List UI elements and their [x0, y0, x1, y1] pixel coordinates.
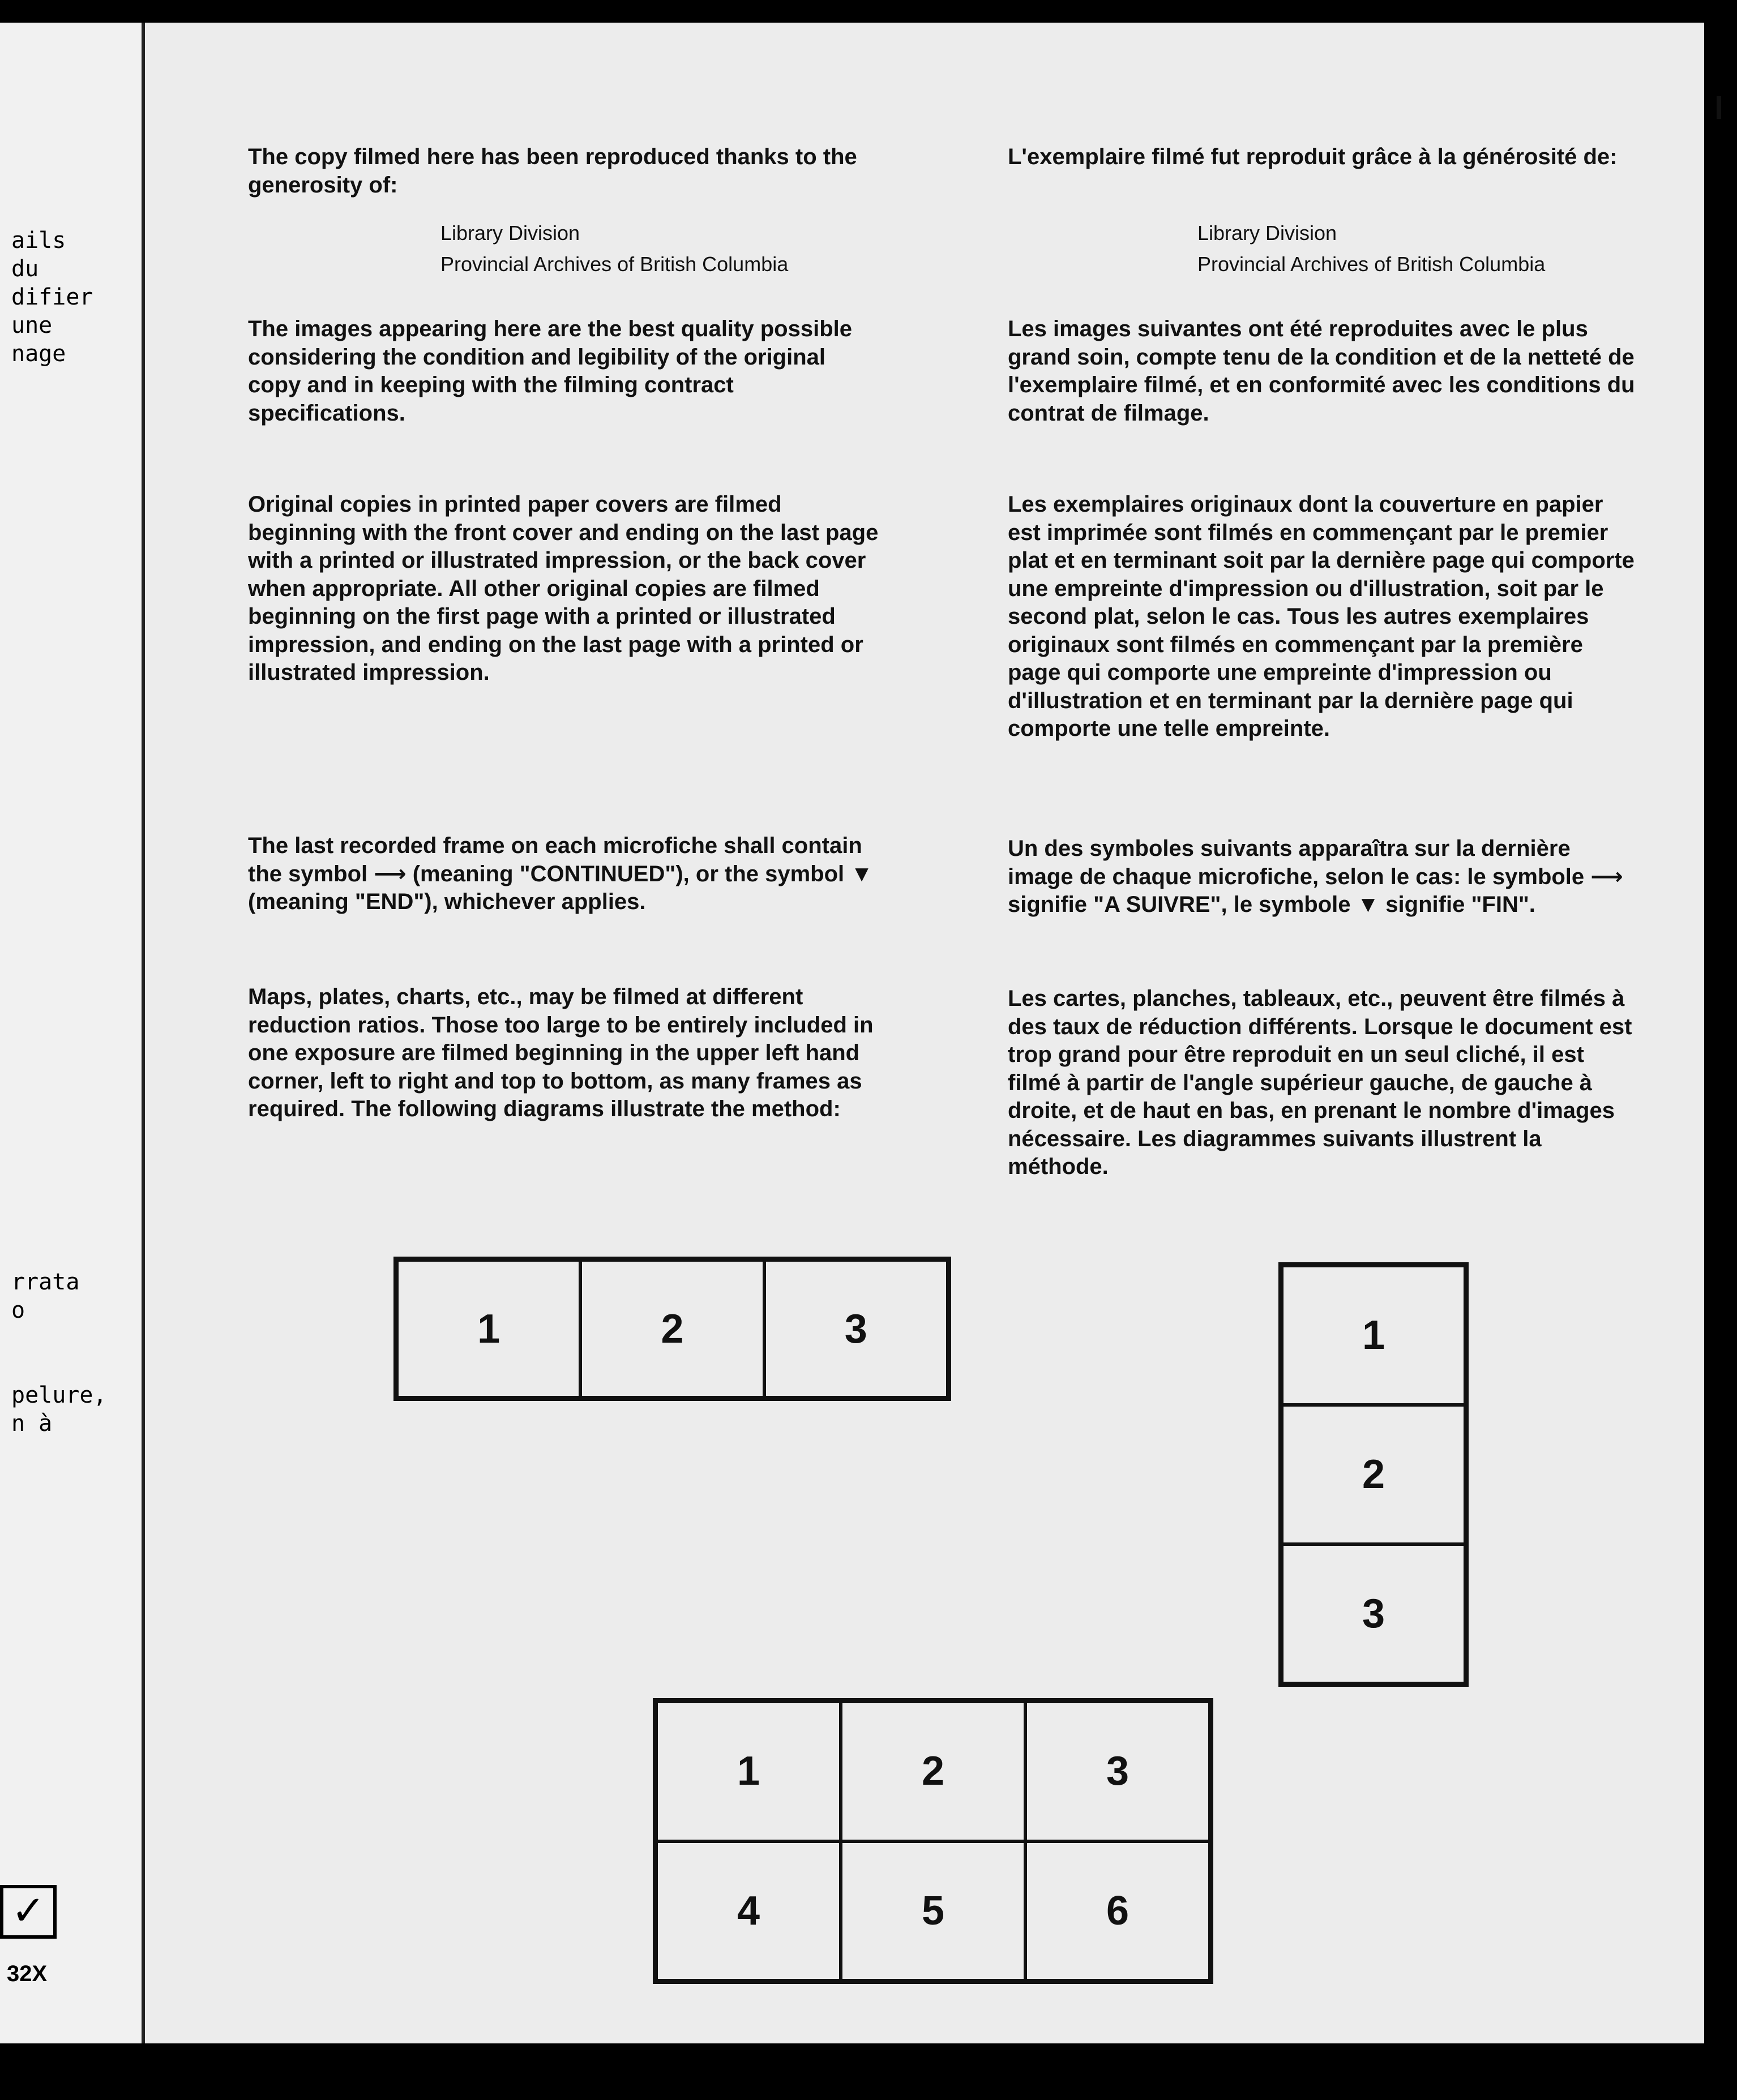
strip-text-lower: pelure, n à — [11, 1382, 107, 1437]
diagram-cell: 6 — [1025, 1841, 1210, 1981]
english-maps-paragraph: Maps, plates, charts, etc., may be filmed at different reduction ratios. Those too large to be entirely included in one exposure are filmed beginning in the upper left hand corner, left to right and top to bottom, as many frames as required. The following diagrams illustrate the method: — [248, 984, 874, 1121]
diagram-cell: 1 — [656, 1702, 841, 1841]
english-quality-paragraph: The images appearing here are the best quality possible considering the condition and legibility of the original copy and in keeping with the filming contract specifications. — [248, 316, 852, 426]
checkmark-icon: ✓ — [11, 1888, 46, 1934]
diagram-cell: 2 — [580, 1260, 764, 1398]
french-credit-division: Library Division — [1197, 221, 1337, 245]
english-symbols-paragraph: The last recorded frame on each microfiche shall contain the symbol ⟶ (meaning "CONTINUED"), or the symbol ▼ (meaning "END"), whichever applies. — [248, 833, 873, 914]
previous-page-strip — [0, 23, 145, 2043]
diagram-cell: 2 — [1282, 1405, 1465, 1544]
english-credit-division: Library Division — [440, 221, 580, 245]
diagram-cell: 1 — [397, 1260, 580, 1398]
strip-text-middle: rrata o — [11, 1269, 80, 1323]
strip-text-top: ails du difier une nage — [11, 228, 93, 367]
french-quality-paragraph: Les images suivantes ont été reproduites avec le plus grand soin, compte tenu de la condition et de la netteté de l'exemplaire filmé, et en conformité avec les conditions du contrat de filmage. — [1008, 316, 1635, 426]
checkmark-box — [0, 1885, 57, 1939]
diagram-vertical — [1278, 1262, 1469, 1687]
french-maps-paragraph: Les cartes, planches, tableaux, etc., peuvent être filmés à des taux de réduction différents. Lorsque le document est trop grand pour être reproduit en un seul cliché, il est filmé à partir de l'angle supérieur gauche, de gauche à droite, et de haut en bas, en prenant le nombre d'images nécessaire. Les diagrammes suivants illustrent la méthode. — [1008, 986, 1632, 1179]
french-symbols-paragraph: Un des symboles suivants apparaîtra sur la dernière image de chaque microfiche, selon le cas: le symbole ⟶ signifie "A SUIVRE", le symbole ▼ signifie "FIN". — [1008, 836, 1623, 917]
diagram-cell: 3 — [764, 1260, 948, 1398]
diagram-grid — [653, 1698, 1213, 1984]
diagram-cell: 3 — [1025, 1702, 1210, 1841]
french-intro: L'exemplaire filmé fut reproduit grâce à la générosité de: — [1008, 144, 1618, 169]
french-originals-paragraph: Les exemplaires originaux dont la couverture en papier est imprimée sont filmés en commençant par le premier plat et en terminant soit par la dernière page qui comporte une empreinte d'impression ou d'illustration, soit par le second plat, selon le cas. Tous les autres exemplaires originaux sont filmés en commençant par la première page qui comporte une empreinte d'impression ou d'illustration et en terminant par la dernière page qui comporte une telle empreinte. — [1008, 492, 1635, 741]
diagram-horizontal — [393, 1257, 951, 1401]
english-credit-archives: Provincial Archives of British Columbia — [440, 252, 789, 276]
edge-mark — [1717, 96, 1721, 119]
reduction-scale-label: 32X — [7, 1961, 48, 1986]
diagram-cell: 3 — [1282, 1544, 1465, 1683]
diagram-cell: 1 — [1282, 1266, 1465, 1405]
diagram-cell: 4 — [656, 1841, 841, 1981]
english-originals-paragraph: Original copies in printed paper covers are filmed beginning with the front cover and ending on the last page with a printed or illustrated impression, or the back cover when appropriate. All other original copies are filmed beginning on the first page with a printed or illustrated impression, and ending on the last page with a printed or illustrated impression. — [248, 492, 879, 685]
english-intro: The copy filmed here has been reproduced thanks to the generosity of: — [248, 144, 857, 198]
diagram-cell: 2 — [841, 1702, 1025, 1841]
french-credit-archives: Provincial Archives of British Columbia — [1197, 252, 1546, 276]
diagram-cell: 5 — [841, 1841, 1025, 1981]
